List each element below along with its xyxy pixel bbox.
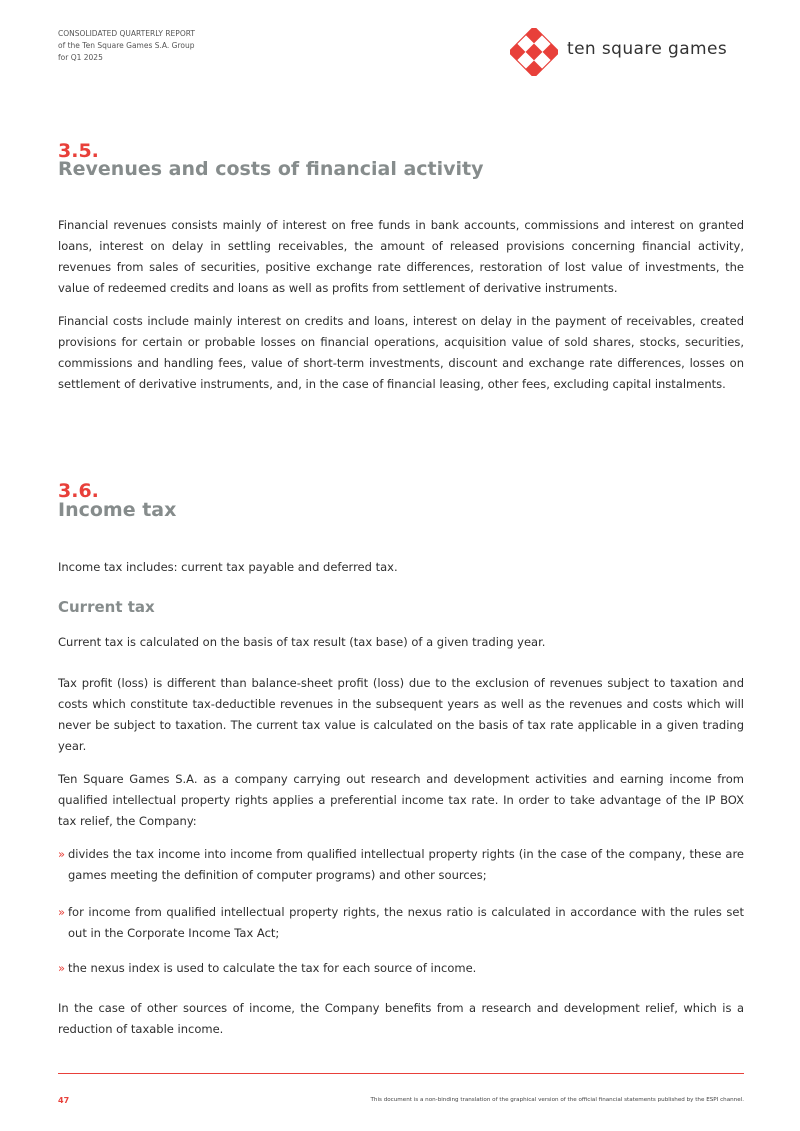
financial-costs-paragraph: Financial costs include mainly interest on credits and loans, interest on delay in the payment of receivables, created provisions for certain or probable losses on financial operations, acquisition value of sold shares, stocks, securities, commissions and handling fees, value of short-term investments, discount and exchange rate differences, losses on settlement of derivative instruments, and, in the case of financial leasing, other fees, excluding capital instalments.: [58, 314, 744, 391]
company-logo: [510, 28, 750, 74]
logo-wordmark: ten square games: [567, 39, 728, 59]
footer-divider: [58, 1073, 744, 1074]
list-item-text: divides the tax income into income from qualified intellectual property rights (in the case of the company, these are games meeting the definition of computer programs) and other sources;: [68, 847, 744, 882]
list-item: [58, 958, 744, 979]
income-tax-intro: Income tax includes: current tax payable and deferred tax.: [58, 560, 398, 574]
section-number-3-6: 3.6.: [58, 480, 99, 502]
logo-diamond-icon: [510, 28, 558, 76]
rd-relief-paragraph: In the case of other sources of income, the Company benefits from a research and development relief, which is a reduction of taxable income.: [58, 1001, 744, 1036]
current-tax-paragraph-2: Tax profit (loss) is different than balance-sheet profit (loss) due to the exclusion of revenues subject to taxation and costs which constitute tax-deductible revenues in the subsequent years as well as the revenues and costs which will never be subject to taxation. The current tax value is calculated on the basis of tax rate applicable in a given trading year.: [58, 676, 744, 753]
list-item: [58, 844, 744, 886]
list-item-text: the nexus index is used to calculate the tax for each source of income.: [68, 961, 477, 975]
section-title-3-6: Income tax: [58, 499, 177, 521]
report-header-meta: [58, 28, 195, 64]
page-number: 47: [58, 1096, 70, 1105]
bullet-chevron-icon: »: [58, 847, 66, 861]
section-number-3-5: 3.5.: [58, 140, 99, 162]
list-item-text: for income from qualified intellectual property rights, the nexus ratio is calculated in accordance with the rules set out in the Corporate Income Tax Act;: [68, 905, 744, 940]
financial-revenues-paragraph: Financial revenues consists mainly of interest on free funds in bank accounts, commissions and interest on granted loans, interest on delay in settling receivables, the amount of released provisions concerning financial activity, revenues from sales of securities, positive exchange rate differences, restoration of lost value of investments, the value of redeemed credits and loans as well as profits from settlement of derivative instruments.: [58, 218, 744, 295]
current-tax-subheading: Current tax: [58, 598, 155, 616]
report-type: CONSOLIDATED QUARTERLY REPORT: [58, 29, 195, 38]
current-tax-paragraph-1: Current tax is calculated on the basis of tax result (tax base) of a given trading year.: [58, 635, 546, 649]
bullet-chevron-icon: »: [58, 961, 66, 975]
ip-box-paragraph: Ten Square Games S.A. as a company carrying out research and development activities and earning income from qualified intellectual property rights applies a preferential income tax rate. In order to take advantage of the IP BOX tax relief, the Company:: [58, 772, 744, 828]
list-item: [58, 902, 744, 944]
report-period: for Q1 2025: [58, 53, 103, 62]
section-title-3-5: Revenues and costs of financial activity: [58, 158, 484, 180]
footer-disclaimer: This document is a non-binding translation of the graphical version of the official financial statements published by the ESPI channel.: [370, 1097, 744, 1103]
report-group: of the Ten Square Games S.A. Group: [58, 41, 195, 50]
bullet-chevron-icon: »: [58, 905, 66, 919]
